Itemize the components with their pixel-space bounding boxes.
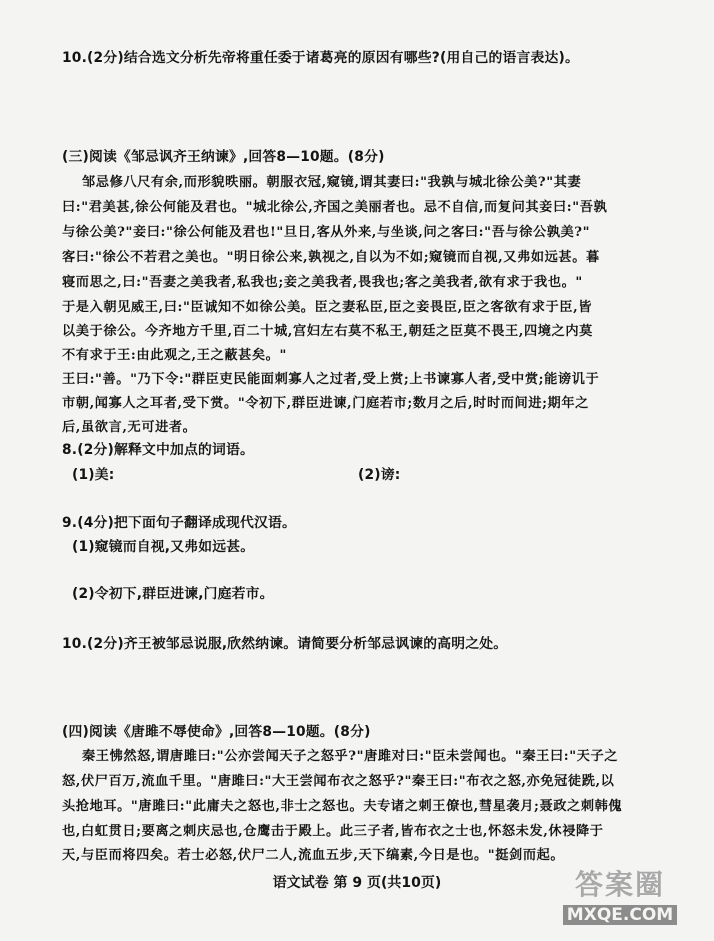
passage-line: 以美于徐公。今齐地方千里,百二十城,宫妇左右莫不私王,朝廷之臣莫不畏王,四境之内莫	[62, 324, 593, 339]
passage-line: 客曰:"徐公不若君之美也。"明日徐公来,孰视之,自以为不如;窥镜而自视,又弗如远甚。暮	[62, 250, 600, 265]
passage-line: 也,白虹贯日;要离之刺庆忌也,仓鹰击于殿上。此三子者,皆布衣之士也,怀怒未发,休祲降于	[62, 824, 604, 839]
question-9: 9.(4分)把下面句子翻译成现代汉语。	[62, 515, 297, 531]
section-3-heading: (三)阅读《邹忌讽齐王纳谏》,回答8—10题。(8分)	[62, 149, 385, 165]
passage-line: 怒,伏尸百万,流血千里。"唐雎曰:"大王尝闻布衣之怒乎?"秦王曰:"布衣之怒,亦免冠徒跣,以	[62, 774, 615, 789]
passage-line: 秦王怫然怒,谓唐雎曰:"公亦尝闻天子之怒乎?"唐雎对曰:"臣未尝闻也。"秦王曰:"天子之	[82, 749, 619, 764]
passage-line: 头抢地耳。"唐雎曰:"此庸夫之怒也,非士之怒也。夫专诸之刺王僚也,彗星袭月;聂政之刺韩傀	[62, 799, 623, 814]
question-9-item-2: (2)令初下,群臣进谏,门庭若市。	[72, 586, 274, 602]
question-10-zhuge: 10.(2分)结合选文分析先帝将重任委于诸葛亮的原因有哪些?(用自己的语言表达)。	[62, 50, 579, 66]
passage-line: 不有求于王:由此观之,王之蔽甚矣。"	[62, 348, 287, 363]
question-8-item-1: (1)美:	[72, 467, 115, 483]
watermark-logo: 答案圈	[574, 868, 665, 901]
section-4-heading: (四)阅读《唐雎不辱使命》,回答8—10题。(8分)	[62, 724, 371, 740]
passage-line: 邹忌修八尺有余,而形貌昳丽。朝服衣冠,窥镜,谓其妻曰:"我孰与城北徐公美?"其妻	[82, 175, 582, 190]
question-8: 8.(2分)解释文中加点的词语。	[62, 442, 255, 458]
passage-line: 寝而思之,曰:"吾妻之美我者,私我也;妾之美我者,畏我也;客之美我者,欲有求于我也。"	[62, 275, 583, 290]
passage-line: 后,虽欲言,无可进者。	[62, 420, 197, 435]
watermark-site: MXQE.COM	[563, 905, 677, 925]
passage-line: 曰:"君美甚,徐公何能及君也。"城北徐公,齐国之美丽者也。忌不自信,而复问其妾曰:"吾孰	[62, 200, 608, 215]
passage-line: 天,与臣而将四矣。若士必怒,伏尸二人,流血五步,天下缟素,今日是也。"挺剑而起。	[62, 848, 565, 863]
passage-line: 王曰:"善。"乃下令:"群臣吏民能面刺寡人之过者,受上赏;上书谏寡人者,受中赏;能谤讥于	[62, 372, 600, 387]
passage-line: 市朝,闻寡人之耳者,受下赏。"令初下,群臣进谏,门庭若市;数月之后,时时而间进;期年之	[62, 396, 589, 411]
passage-line: 于是入朝见威王,曰:"臣诚知不如徐公美。臣之妻私臣,臣之妾畏臣,臣之客欲有求于臣,皆	[62, 300, 593, 315]
page-footer: 语文试卷 第 9 页(共10页)	[272, 875, 442, 891]
question-9-item-1: (1)窥镜而自视,又弗如远甚。	[72, 539, 255, 555]
question-8-item-2: (2)谤:	[358, 467, 401, 483]
question-10-zouji: 10.(2分)齐王被邹忌说服,欣然纳谏。请简要分析邹忌讽谏的高明之处。	[62, 636, 508, 652]
watermark	[540, 856, 700, 932]
passage-line: 与徐公美?"妾曰:"徐公何能及君也!"旦日,客从外来,与坐谈,问之客曰:"吾与徐公孰美?"	[62, 225, 591, 240]
